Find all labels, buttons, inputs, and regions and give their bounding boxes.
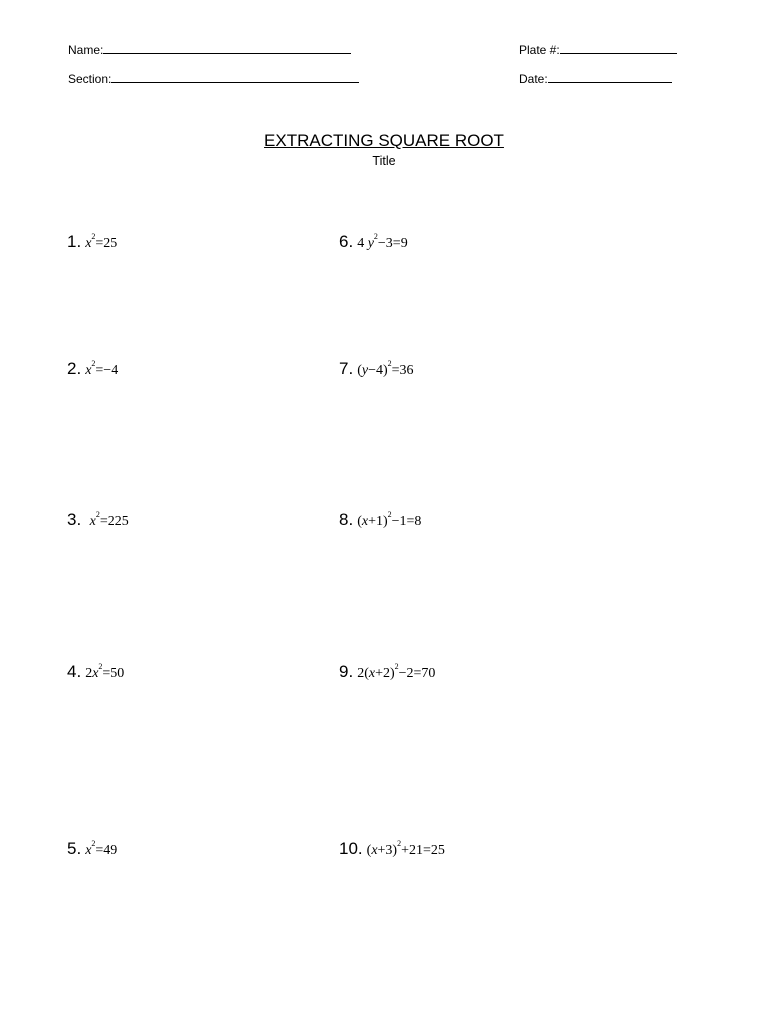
- equation-rhs: =25: [95, 236, 118, 251]
- section-field: [68, 71, 359, 86]
- problem-equation: [89, 510, 129, 529]
- equation-exponent: 2: [95, 510, 100, 520]
- name-label: Name:: [68, 43, 104, 57]
- problem-5: [67, 839, 117, 861]
- plate-blank-line: [560, 42, 677, 54]
- problem-equation: [357, 510, 422, 529]
- equation-variable: x: [85, 236, 92, 251]
- equation-open: (: [357, 514, 362, 529]
- page-subtitle: Title: [372, 154, 396, 168]
- title-block: [0, 130, 768, 170]
- equation-inner: +2): [375, 666, 395, 681]
- problem-number: 9.: [339, 662, 354, 681]
- problem-equation: [357, 662, 436, 681]
- equation-variable: x: [92, 666, 99, 681]
- equation-variable: x: [89, 514, 96, 529]
- equation-open: 2(: [357, 666, 369, 681]
- equation-exponent: 2: [387, 510, 392, 520]
- equation-inner: +3): [377, 843, 398, 858]
- equation-inner: +1): [368, 514, 388, 529]
- name-field: [68, 42, 351, 57]
- date-field: [519, 71, 672, 86]
- equation-rhs: −2=70: [398, 666, 436, 681]
- problem-number: 6.: [339, 232, 354, 251]
- problem-equation: [85, 662, 125, 681]
- plate-label: Plate #:: [519, 43, 560, 57]
- problem-8: [339, 510, 421, 532]
- date-label: Date:: [519, 72, 548, 86]
- problem-6: [339, 232, 408, 254]
- equation-exponent: 2: [91, 232, 96, 242]
- equation-variable: x: [85, 363, 92, 378]
- problem-number: 4.: [67, 662, 82, 681]
- page-title: EXTRACTING SQUARE ROOT: [264, 131, 504, 150]
- problem-number: 3.: [67, 510, 82, 529]
- problem-equation: [85, 232, 118, 251]
- problem-number: 8.: [339, 510, 354, 529]
- equation-coefficient: 4: [357, 236, 365, 251]
- equation-exponent: 2: [394, 662, 399, 672]
- problem-3: [67, 510, 129, 532]
- date-blank-line: [548, 71, 672, 83]
- section-blank-line: [111, 71, 359, 83]
- problem-2: [67, 359, 118, 381]
- plate-field: [519, 42, 677, 57]
- problem-number: 1.: [67, 232, 82, 251]
- equation-variable: x: [361, 514, 369, 529]
- problem-9: [339, 662, 435, 684]
- equation-variable: x: [371, 843, 378, 858]
- equation-variable: x: [85, 843, 92, 858]
- equation-open: (: [366, 843, 372, 858]
- problem-number: 5.: [67, 839, 82, 858]
- equation-variable: x: [368, 666, 376, 681]
- problem-equation: [85, 839, 118, 858]
- problem-1: [67, 232, 117, 254]
- equation-exponent: 2: [91, 359, 96, 369]
- equation-rhs: =36: [391, 363, 414, 378]
- problem-equation: [85, 359, 119, 378]
- equation-rhs: =225: [99, 514, 129, 529]
- problem-equation: [357, 232, 408, 251]
- problem-10: [339, 839, 445, 861]
- equation-variable: y: [367, 236, 374, 251]
- problem-equation: [357, 359, 414, 378]
- equation-exponent: 2: [373, 232, 378, 242]
- problem-number: 7.: [339, 359, 354, 378]
- section-label: Section:: [68, 72, 112, 86]
- equation-exponent: 2: [387, 359, 392, 369]
- equation-inner: −4): [368, 363, 388, 378]
- equation-rhs: =50: [102, 666, 125, 681]
- problem-4: [67, 662, 124, 684]
- problem-number: 2.: [67, 359, 82, 378]
- equation-rhs: +21=25: [401, 843, 445, 858]
- equation-exponent: 2: [91, 839, 96, 849]
- problem-equation: [366, 839, 445, 858]
- equation-rhs: −1=8: [391, 514, 422, 529]
- equation-rhs: =49: [95, 843, 118, 858]
- problem-number: 10.: [339, 839, 363, 858]
- equation-exponent: 2: [397, 839, 402, 849]
- equation-exponent: 2: [98, 662, 103, 672]
- equation-rhs: −3=9: [377, 236, 408, 251]
- equation-open: (: [357, 363, 362, 378]
- equation-coefficient: 2: [85, 666, 93, 681]
- equation-rhs: =−4: [95, 363, 119, 378]
- problem-7: [339, 359, 414, 381]
- name-blank-line: [103, 42, 351, 54]
- equation-variable: y: [361, 363, 369, 378]
